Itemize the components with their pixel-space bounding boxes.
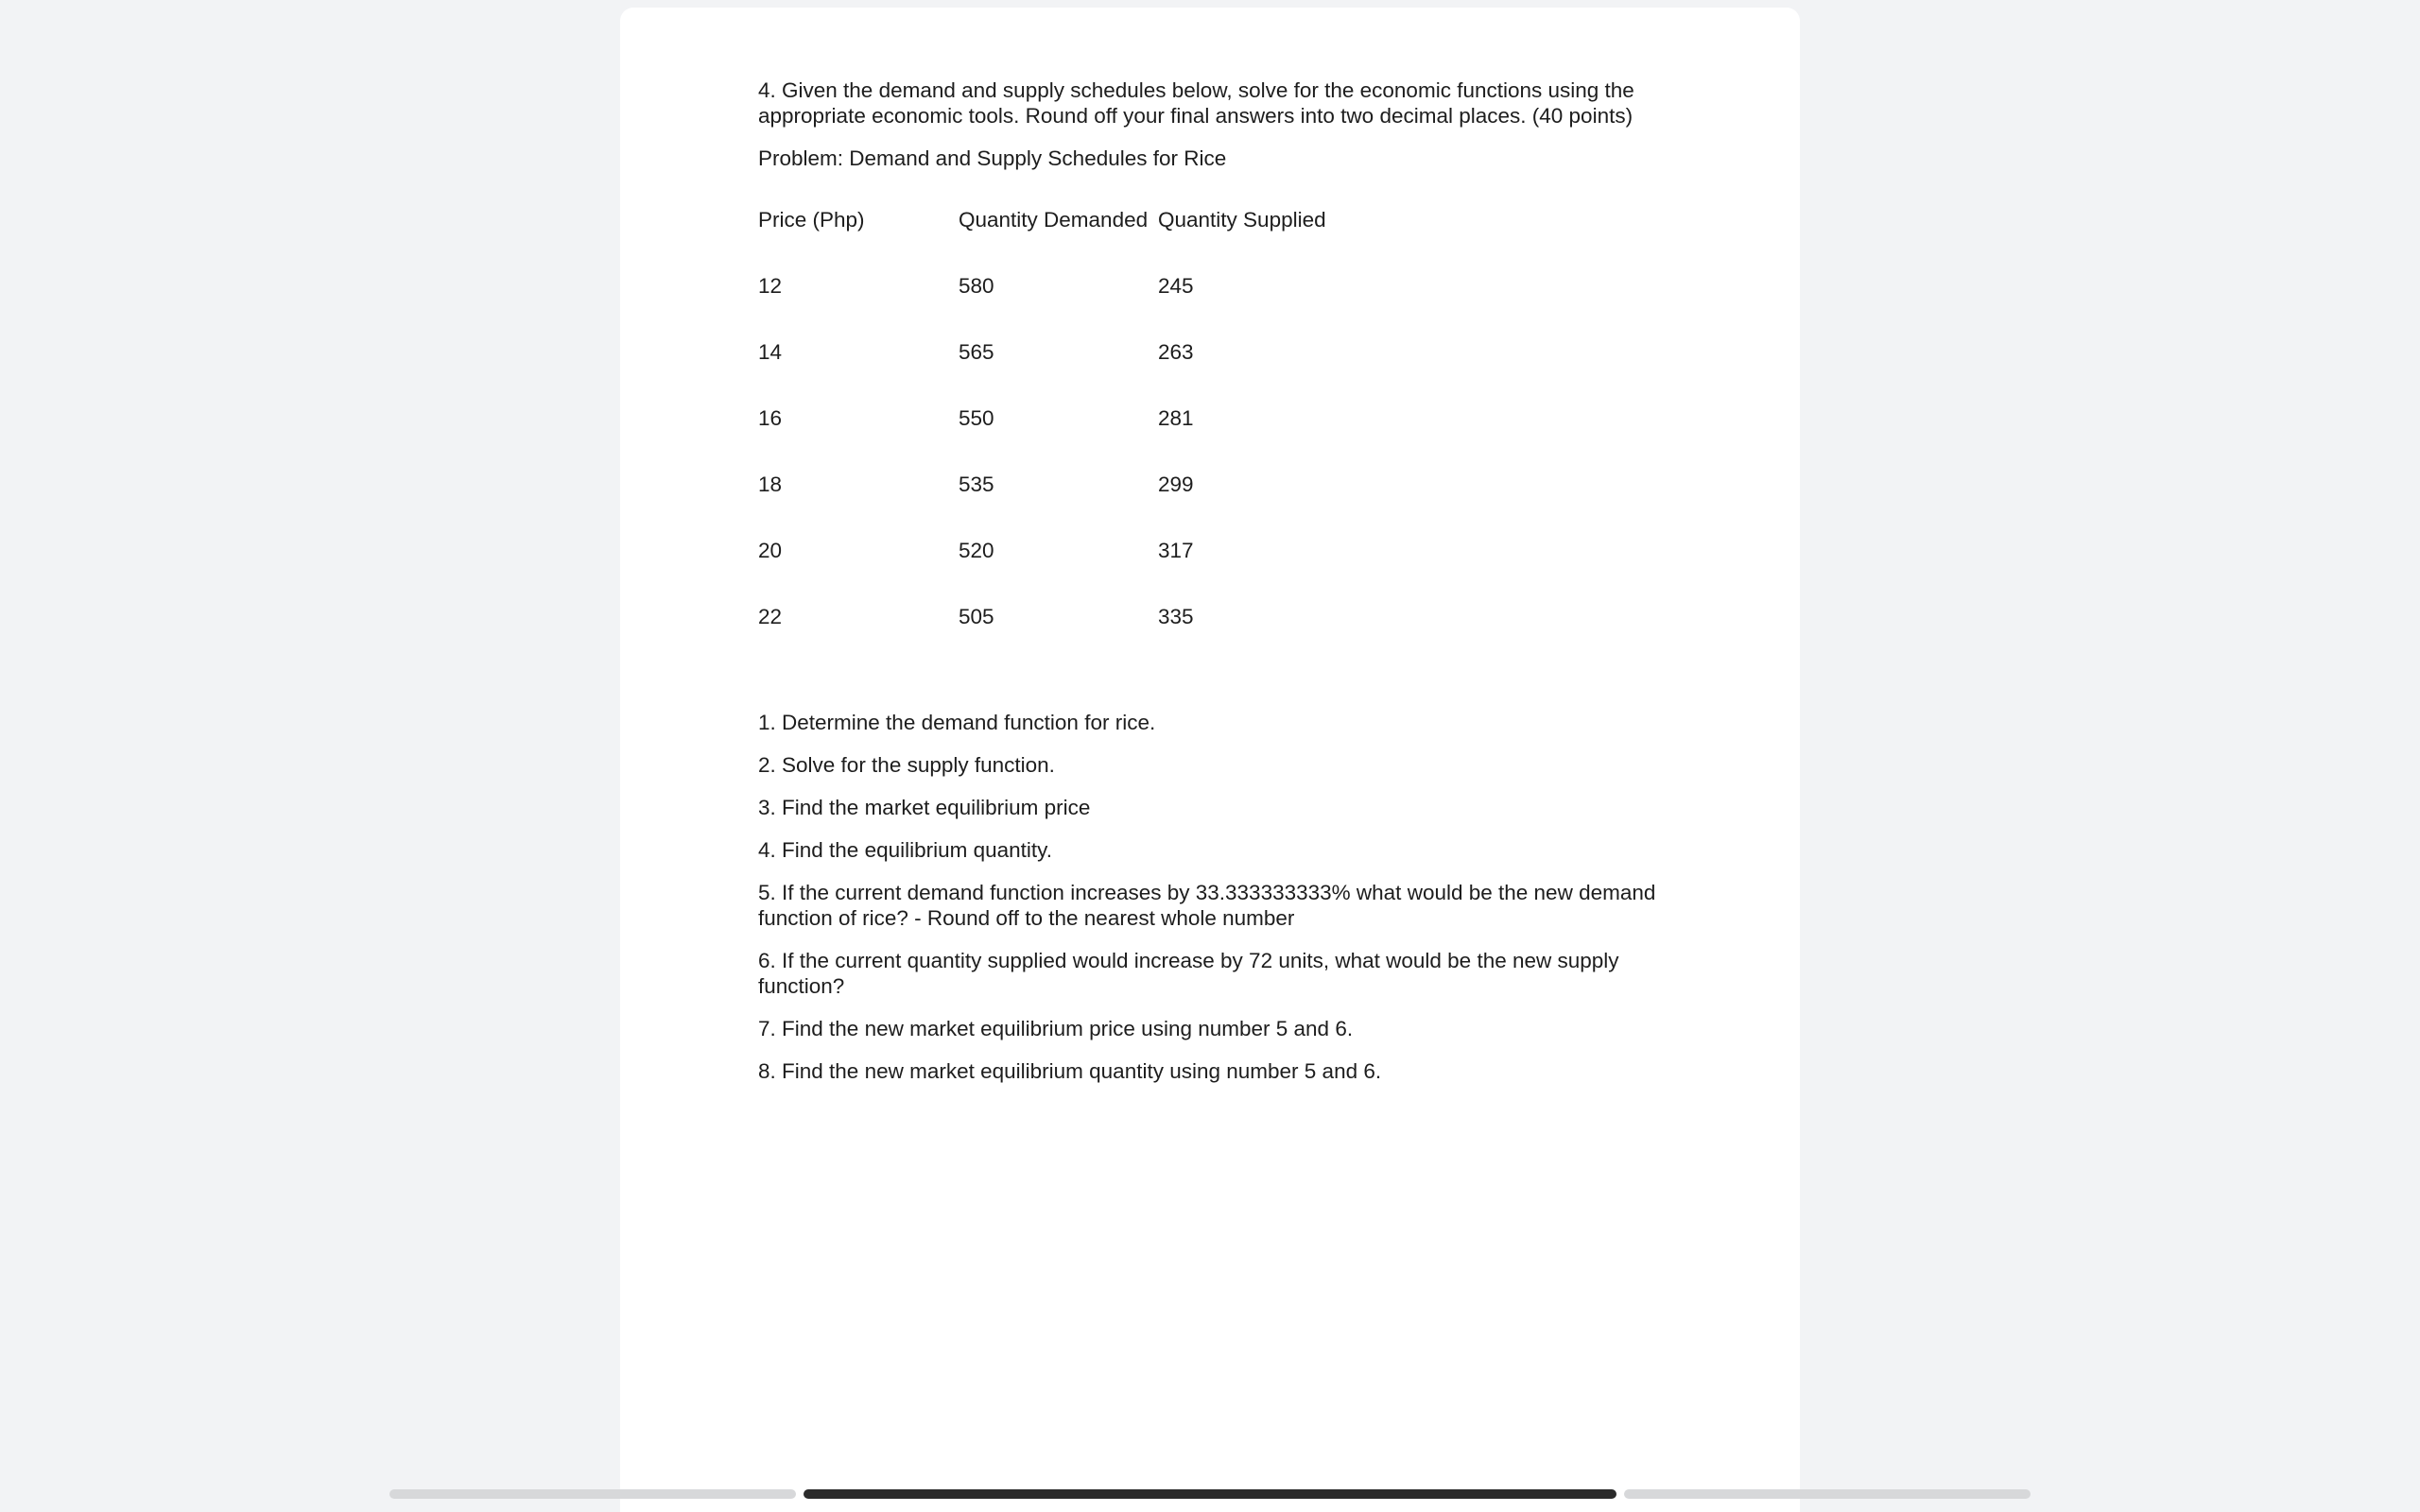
page-indicator-next[interactable] bbox=[1624, 1489, 2031, 1499]
page-indicator-previous[interactable] bbox=[389, 1489, 796, 1499]
quantity-supplied-cell: 245 bbox=[1158, 274, 1194, 298]
table-row bbox=[758, 273, 1404, 339]
quantity-supplied-cell: 317 bbox=[1158, 539, 1194, 562]
quantity-supplied-cell: 335 bbox=[1158, 605, 1194, 628]
price-cell: 20 bbox=[758, 539, 783, 562]
question-item: 8. Find the new market equilibrium quantity using number 5 and 6. bbox=[758, 1059, 1382, 1083]
price-cell: 16 bbox=[758, 406, 783, 430]
column-header-price: Price (Php) bbox=[758, 208, 865, 232]
quantity-supplied-cell: 299 bbox=[1158, 472, 1194, 496]
quantity-supplied-cell: 281 bbox=[1158, 406, 1194, 430]
table-row bbox=[758, 604, 1404, 655]
table-row bbox=[758, 339, 1404, 405]
column-header-quantity-supplied: Quantity Supplied bbox=[1158, 208, 1326, 232]
table-row bbox=[758, 538, 1404, 604]
price-cell: 22 bbox=[758, 605, 783, 628]
question-item: 7. Find the new market equilibrium price using number 5 and 6. bbox=[758, 1017, 1354, 1040]
question-item: 5. If the current demand function increases by 33.333333333% what would be the new demand function of rice? - Round off to the nearest whole number bbox=[758, 881, 1656, 930]
question-item: 2. Solve for the supply function. bbox=[758, 753, 1055, 777]
schedule-table bbox=[758, 207, 1404, 655]
quantity-demanded-cell: 550 bbox=[959, 406, 994, 430]
question-item: 3. Find the market equilibrium price bbox=[758, 796, 1091, 819]
column-header-quantity-demanded: Quantity Demanded bbox=[959, 208, 1149, 232]
intro-paragraph: 4. Given the demand and supply schedules below, solve for the economic functions using the appropriate economic tools. Round off your final answers into two decimal places. (40 points) bbox=[758, 78, 1634, 128]
price-cell: 18 bbox=[758, 472, 783, 496]
quantity-demanded-cell: 505 bbox=[959, 605, 994, 628]
quantity-supplied-cell: 263 bbox=[1158, 340, 1194, 364]
problem-title: Problem: Demand and Supply Schedules for Rice bbox=[758, 146, 1227, 170]
table-row bbox=[758, 472, 1404, 538]
quantity-demanded-cell: 580 bbox=[959, 274, 994, 298]
price-cell: 14 bbox=[758, 340, 783, 364]
question-item: 6. If the current quantity supplied would increase by 72 units, what would be the new supply function? bbox=[758, 949, 1619, 998]
page-indicator-current[interactable] bbox=[804, 1489, 1616, 1499]
question-list bbox=[758, 710, 1685, 1084]
quantity-demanded-cell: 565 bbox=[959, 340, 994, 364]
question-item: 4. Find the equilibrium quantity. bbox=[758, 838, 1053, 862]
question-item: 1. Determine the demand function for rice. bbox=[758, 711, 1156, 734]
quantity-demanded-cell: 520 bbox=[959, 539, 994, 562]
price-cell: 12 bbox=[758, 274, 783, 298]
table-row bbox=[758, 405, 1404, 472]
document-page bbox=[620, 8, 1800, 1512]
table-header-row bbox=[758, 207, 1404, 273]
page-content bbox=[758, 77, 1685, 1101]
quantity-demanded-cell: 535 bbox=[959, 472, 994, 496]
